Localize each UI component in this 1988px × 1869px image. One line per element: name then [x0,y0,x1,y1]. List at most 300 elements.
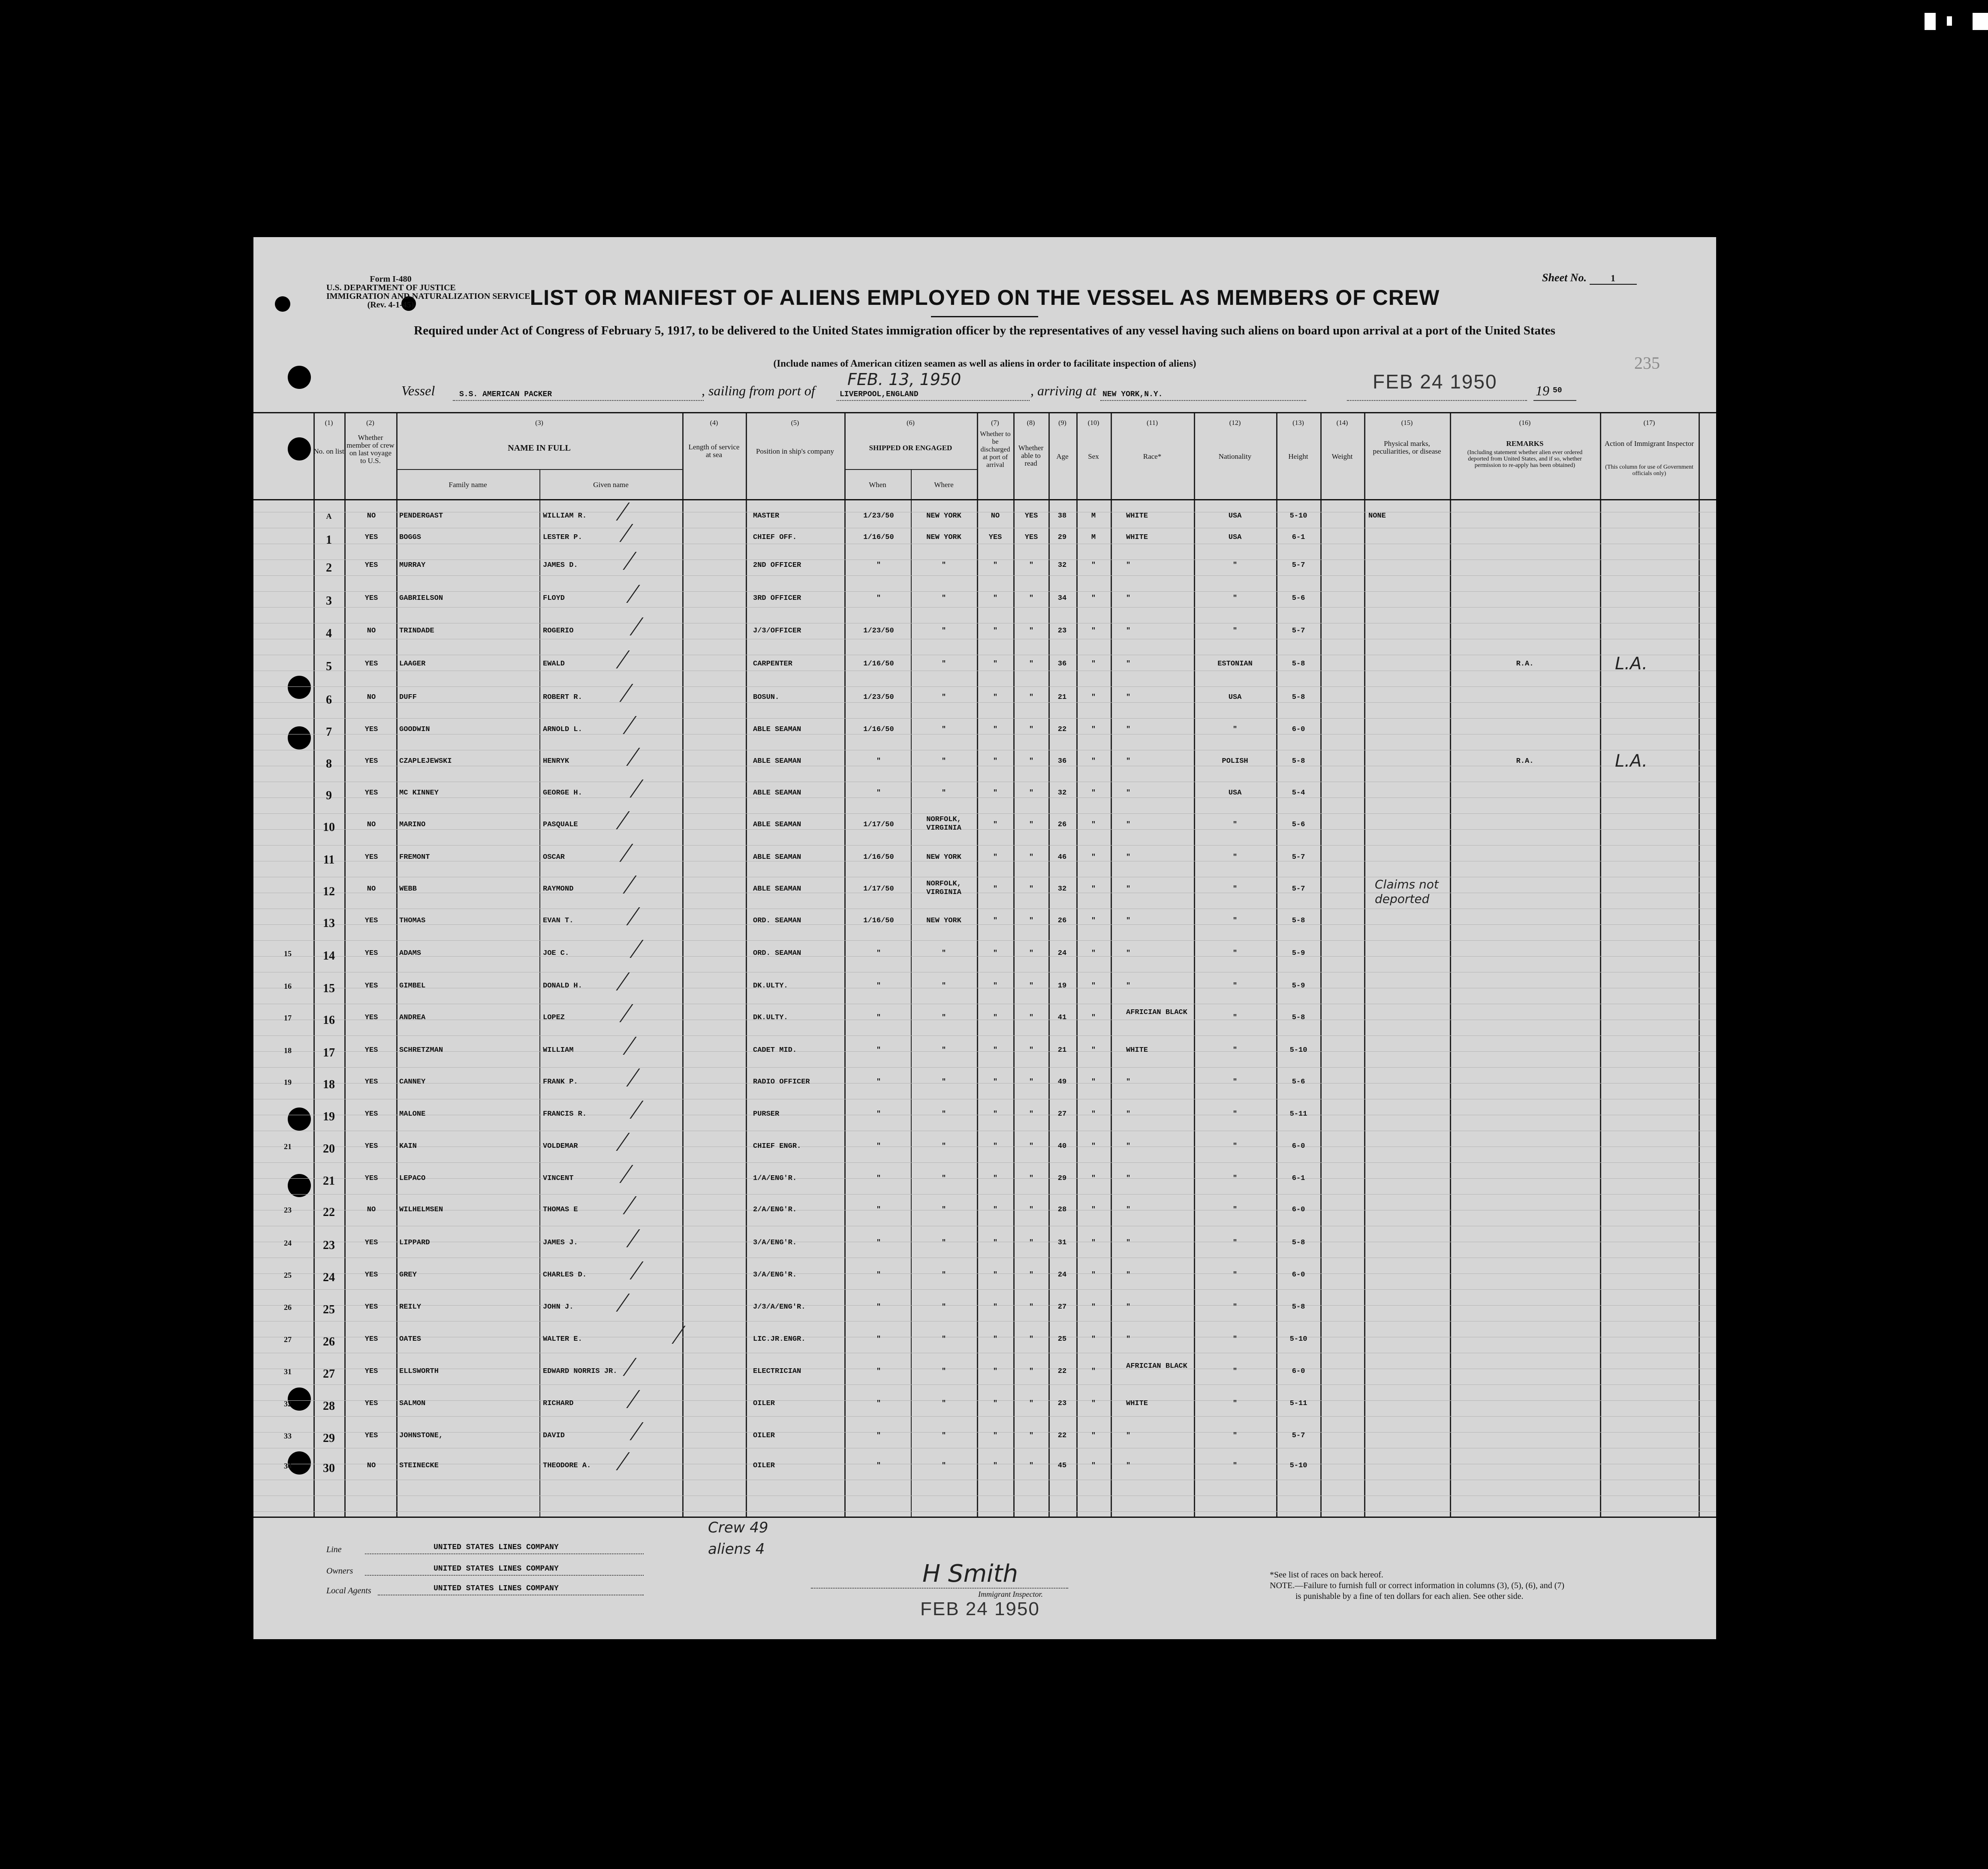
cell-height: 5-8 [1292,1303,1305,1311]
cell-position: ORD. SEAMAN [753,917,801,925]
cell-last: YES [364,1303,378,1311]
cell-remarks: R.A. [1516,660,1534,668]
cell-where: NEW YORK [926,533,961,542]
col-header-discharged: Whether to be discharged at port of arrival [980,430,1011,469]
manifest-sheet [253,237,1716,1639]
revision: (Rev. 4-1-45) [367,300,414,310]
footer-line-label: Line [326,1545,342,1554]
cell-last: YES [364,1078,378,1086]
cell-margin: 25 [284,1271,292,1279]
cell-family: MARINO [399,821,426,829]
cell-read: " [1029,1462,1034,1470]
cell-race: AFRICIAN BLACK [1126,1008,1187,1017]
cell-last: YES [364,1110,378,1118]
cell-position: PURSER [753,1110,780,1118]
cell-family: SALMON [399,1399,426,1408]
cell-no: 3 [326,594,332,608]
cell-last: YES [364,660,378,668]
cell-nat: " [1232,594,1238,602]
cell-height: 5-4 [1292,789,1305,797]
col-header-name-in-full: NAME IN FULL [508,443,571,453]
cell-read: " [1029,1014,1034,1022]
cell-height: 5-10 [1289,1462,1307,1470]
cell-nat: " [1232,1399,1238,1408]
cell-disch: " [993,1335,998,1343]
cell-position: CADET MID. [753,1046,797,1054]
cell-disch: " [993,853,998,861]
cell-age: 36 [1057,757,1067,765]
cell-disch: " [993,1046,998,1054]
cell-sex: " [1091,594,1096,602]
cell-race: WHITE [1126,533,1148,542]
inspection-date-stamp: FEB 24 1950 [920,1598,1040,1619]
cell-height: 5-7 [1292,561,1305,569]
cell-race: " [1126,885,1131,893]
cell-nat: " [1232,917,1238,925]
cell-no: 18 [323,1078,335,1091]
cell-race: " [1126,1206,1131,1214]
cell-where: " [941,725,946,734]
cell-no: 17 [323,1046,335,1059]
cell-family: MURRAY [399,561,426,569]
arrival-date-stamp: FEB 24 1950 [1373,370,1497,393]
sailing-underline [837,400,1030,401]
cell-no: 16 [323,1014,335,1027]
cell-height: 5-10 [1289,1046,1307,1054]
cell-read: " [1029,1110,1034,1118]
cell-nat: " [1232,1142,1238,1150]
cell-disch: NO [991,512,1000,520]
cell-age: 22 [1057,1432,1067,1440]
cell-sex: " [1091,660,1096,668]
sailing-date-handwritten: FEB. 13, 1950 [847,370,961,389]
cell-age: 28 [1057,1206,1067,1214]
cell-where: NORFOLK, VIRGINIA [926,816,961,832]
cell-disch: " [993,1239,998,1247]
cell-margin: 33 [284,1432,292,1440]
cell-margin: 17 [284,1014,292,1022]
ruled-line [253,813,1716,814]
vessel-underline [453,400,704,401]
cell-sex: " [1091,1078,1096,1086]
cell-disch: YES [988,533,1002,542]
cell-where: " [941,1206,946,1214]
cell-nat: " [1232,1110,1238,1118]
cell-family: KAIN [399,1142,417,1150]
cell-when: " [876,1367,881,1375]
cell-age: 22 [1057,1367,1067,1375]
cell-no: 28 [323,1399,335,1413]
cell-age: 40 [1057,1142,1067,1150]
cell-age: 49 [1057,1078,1067,1086]
cell-when: 1/16/50 [863,853,894,861]
cell-last: YES [364,1271,378,1279]
cell-family: LAAGER [399,660,426,668]
check-mark [672,1326,696,1344]
cell-position: 2ND OFFICER [753,561,801,569]
cell-sex: " [1091,561,1096,569]
cell-nat: " [1232,1174,1238,1183]
include-note: (Include names of American citizen seamen as well as aliens in order to facilitate inspection of aliens) [773,358,1196,369]
cell-given: JAMES J. [543,1239,578,1247]
cell-no: 21 [323,1174,335,1188]
cell-height: 5-8 [1292,660,1305,668]
cell-read: " [1029,789,1034,797]
cell-last: YES [364,1432,378,1440]
cell-last: NO [367,512,376,520]
cell-read: " [1029,561,1034,569]
cell-read: " [1029,627,1034,635]
cell-where: NEW YORK [926,917,961,925]
cell-read: " [1029,853,1034,861]
cell-family: LEPACO [399,1174,426,1183]
signature-underline [811,1588,1068,1589]
cell-read: " [1029,1206,1034,1214]
cell-where: " [941,1335,946,1343]
cell-when: 1/23/50 [863,693,894,701]
cell-age: 21 [1057,693,1067,701]
cell-nat: " [1232,1014,1238,1022]
col-12-number: (12) [1229,419,1241,427]
cell-margin: 19 [284,1078,292,1086]
cell-position: J/3/OFFICER [753,627,801,635]
cell-nat: " [1232,1367,1238,1375]
cell-race: " [1126,821,1131,829]
cell-no: 7 [326,725,332,739]
col-header-length-of-service: Length of service at sea [688,443,740,459]
cell-last: YES [364,1142,378,1150]
col-8-number: (8) [1027,419,1035,427]
ruled-line [253,829,1716,830]
cell-given: RAYMOND [543,885,574,893]
cell-where: " [941,1303,946,1311]
cell-disch: " [993,1367,998,1375]
cell-position: ELECTRICIAN [753,1367,801,1375]
races-note: *See list of races on back hereof. [1270,1570,1383,1580]
cell-when: " [876,949,881,957]
cell-last: YES [364,982,378,990]
cell-sex: " [1091,1142,1096,1150]
cell-sex: " [1091,917,1096,925]
cell-nat: " [1232,821,1238,829]
cell-last: YES [364,561,378,569]
cell-where: NEW YORK [926,512,961,520]
cell-no: 19 [323,1110,335,1123]
ruled-line [253,686,1716,687]
cell-position: ABLE SEAMAN [753,885,801,893]
col-14-number: (14) [1336,419,1348,427]
cell-family: LIPPARD [399,1239,430,1247]
cell-when: 1/16/50 [863,533,894,542]
footer-agents-label: Local Agents [326,1586,371,1595]
cell-race: WHITE [1126,512,1148,520]
cell-race: " [1126,1271,1131,1279]
cell-when: " [876,1271,881,1279]
cell-read: " [1029,949,1034,957]
cell-sex: " [1091,725,1096,734]
cell-given: DONALD H. [543,982,582,990]
ruled-line [253,591,1716,592]
cell-nat: " [1232,561,1238,569]
cell-position: 1/A/ENG'R. [753,1174,797,1183]
cell-where: " [941,660,946,668]
cell-height: 5-7 [1292,627,1305,635]
cell-sex: M [1091,512,1096,520]
cell-nat: " [1232,1078,1238,1086]
cell-given: OSCAR [543,853,565,861]
col-3-number: (3) [535,419,543,427]
cell-where: " [941,1239,946,1247]
cell-disch: " [993,1399,998,1408]
cell-family: FREMONT [399,853,430,861]
cell-when: " [876,1303,881,1311]
cell-no: 23 [323,1239,335,1252]
cell-when: " [876,1014,881,1022]
cell-race: " [1126,1239,1131,1247]
cell-age: 26 [1057,821,1067,829]
cell-disch: " [993,917,998,925]
col-header-height: Height [1288,452,1308,460]
cell-disch: " [993,1462,998,1470]
cell-position: 2/A/ENG'R. [753,1206,797,1214]
col-header-given-name: Given name [593,481,629,489]
cell-nat: " [1232,949,1238,957]
col-header-last-voyage: Whether member of crew on last voyage to U.S. [346,433,395,465]
cell-disch: " [993,757,998,765]
cell-given: CHARLES D. [543,1271,587,1279]
cell-action: L.A. [1615,654,1648,674]
cell-read: " [1029,660,1034,668]
cell-family: DUFF [399,693,417,701]
cell-no: 24 [323,1271,335,1284]
cell-sex: " [1091,949,1096,957]
cell-no: 1 [326,533,332,547]
cell-nat: " [1232,1335,1238,1343]
cell-last: YES [364,1399,378,1408]
cell-read: " [1029,1078,1034,1086]
cell-family: GOODWIN [399,725,430,734]
col-header-no-on-list: No. on list [313,447,344,455]
cell-age: 23 [1057,627,1067,635]
cell-given: THOMAS E [543,1206,578,1214]
cell-no: 27 [323,1367,335,1381]
cell-read: " [1029,1432,1034,1440]
cell-when: " [876,1110,881,1118]
cell-read: " [1029,821,1034,829]
cell-age: 41 [1057,1014,1067,1022]
col-16-number: (16) [1519,419,1531,427]
cell-family: TRINDADE [399,627,434,635]
cell-given: ROBERT R. [543,693,582,701]
cell-nat: " [1232,1432,1238,1440]
cell-disch: " [993,885,998,893]
cell-sex: " [1091,853,1096,861]
cell-last: YES [364,789,378,797]
col-7-number: (7) [991,419,999,427]
cell-when: " [876,1335,881,1343]
cell-when: 1/16/50 [863,917,894,925]
cell-disch: " [993,594,998,602]
cell-age: 27 [1057,1110,1067,1118]
cell-position: BOSUN. [753,693,780,701]
cell-height: 6-1 [1292,1174,1305,1183]
cell-sex: " [1091,1367,1096,1375]
cell-sex: " [1091,757,1096,765]
ruled-line [253,1384,1716,1385]
cell-height: 5-7 [1292,885,1305,893]
cell-family: BOGGS [399,533,422,542]
footer-owners-label: Owners [326,1566,353,1576]
cell-nat: USA [1228,789,1242,797]
cell-disch: " [993,1078,998,1086]
cell-when: " [876,594,881,602]
cell-no: 5 [326,660,332,673]
cell-no: A [326,512,332,521]
form-number: Form I-480 [370,274,412,284]
cell-height: 6-0 [1292,1367,1305,1375]
col-header-shipped-or-engaged: SHIPPED OR ENGAGED [869,444,952,452]
cell-position: RADIO OFFICER [753,1078,810,1086]
cell-given: HENRYK [543,757,569,765]
cell-read: " [1029,1046,1034,1054]
cell-no: 10 [323,821,335,834]
col-header-position: Position in ship's company [756,447,834,455]
cell-given: ARNOLD L. [543,725,582,734]
cell-race: " [1126,1110,1131,1118]
col-2-number: (2) [366,419,374,427]
cell-sex: " [1091,1432,1096,1440]
title-rule [931,316,1038,317]
col-header-able-to-read: Whether able to read [1018,444,1044,467]
cell-sex: " [1091,1462,1096,1470]
cell-margin: 15 [284,949,292,958]
cell-sex: " [1091,1206,1096,1214]
cell-when: " [876,1046,881,1054]
aliens-count-handwritten: aliens 4 [708,1541,765,1558]
cell-family: CZAPLEJEWSKI [399,757,452,765]
cell-sex: " [1091,1335,1096,1343]
cell-sex: " [1091,982,1096,990]
cell-age: 32 [1057,561,1067,569]
cell-given: VINCENT [543,1174,574,1183]
ruled-line [253,1289,1716,1290]
cell-sex: " [1091,627,1096,635]
cell-age: 27 [1057,1303,1067,1311]
col-11-number: (11) [1146,419,1158,427]
sheet-number [1542,271,1637,285]
cell-given: EDWARD NORRIS JR. [543,1367,617,1375]
cell-height: 6-1 [1292,533,1305,542]
cell-read: " [1029,1239,1034,1247]
cell-no: 20 [323,1142,335,1156]
cell-race: " [1126,594,1131,602]
cell-disch: " [993,1174,998,1183]
cell-sex: " [1091,1399,1096,1408]
cell-where: " [941,1174,946,1183]
cell-family: GREY [399,1271,417,1279]
col-10-number: (10) [1087,419,1099,427]
cell-nat: " [1232,982,1238,990]
cell-when: " [876,1206,881,1214]
cell-when: 1/23/50 [863,512,894,520]
cell-age: 24 [1057,949,1067,957]
cell-race: WHITE [1126,1046,1148,1054]
cell-read: " [1029,1367,1034,1375]
cell-family: GIMBEL [399,982,426,990]
cell-disch: " [993,789,998,797]
cell-disch: " [993,693,998,701]
cell-when: " [876,982,881,990]
cell-height: 5-6 [1292,1078,1305,1086]
year-underline [1533,400,1576,401]
cell-sex: " [1091,1271,1096,1279]
cell-where: " [941,561,946,569]
cell-no: 26 [323,1335,335,1348]
cell-nat: " [1232,1303,1238,1311]
cell-last: NO [367,693,376,701]
cell-position: ABLE SEAMAN [753,821,801,829]
cell-position: ABLE SEAMAN [753,725,801,734]
cell-height: 5-8 [1292,757,1305,765]
cell-last: YES [364,917,378,925]
cell-no: 9 [326,789,332,802]
cell-disch: " [993,1206,998,1214]
cell-given: GEORGE H. [543,789,582,797]
cell-when: " [876,789,881,797]
col-4-number: (4) [710,419,718,427]
department: U.S. DEPARTMENT OF JUSTICE [326,283,456,292]
cell-no: 2 [326,561,332,575]
cell-nat: " [1232,1462,1238,1470]
cell-given: EWALD [543,660,565,668]
cell-where: " [941,949,946,957]
cell-race: " [1126,1335,1131,1343]
cell-when: 1/17/50 [863,885,894,893]
cell-nat: " [1232,725,1238,734]
cell-race: " [1126,693,1131,701]
cell-age: 46 [1057,853,1067,861]
cell-family: ELLSWORTH [399,1367,439,1375]
cell-height: 5-10 [1289,512,1307,520]
cell-when: " [876,1142,881,1150]
cell-read: YES [1024,512,1038,520]
cell-position: DK.ULTY. [753,1014,788,1022]
sailing-label: , sailing from port of [702,383,815,398]
cell-margin: 23 [284,1206,292,1214]
film-mark [1947,16,1952,26]
page-title: LIST OR MANIFEST OF ALIENS EMPLOYED ON THE VESSEL AS MEMBERS OF CREW [530,286,1440,310]
col-9-number: (9) [1058,419,1066,427]
cell-when: " [876,561,881,569]
cell-given: THEODORE A. [543,1462,591,1470]
cell-position: MASTER [753,512,780,520]
cell-family: GABRIELSON [399,594,443,602]
cell-disch: " [993,660,998,668]
col-1-number: (1) [325,419,333,427]
cell-sex: " [1091,1239,1096,1247]
cell-family: ANDREA [399,1014,426,1022]
penalty-note: NOTE.—Failure to furnish full or correct information in columns (3), (5), (6), and (7) [1270,1581,1565,1590]
cell-family: CANNEY [399,1078,426,1086]
cell-disch: " [993,1014,998,1022]
cell-read: " [1029,1399,1034,1408]
cell-family: ADAMS [399,949,422,957]
handwritten-remark: Claims not deported [1375,877,1439,906]
cell-position: CARPENTER [753,660,792,668]
cell-where: " [941,1399,946,1408]
cell-margin: 18 [284,1046,292,1055]
cell-no: 8 [326,757,332,770]
